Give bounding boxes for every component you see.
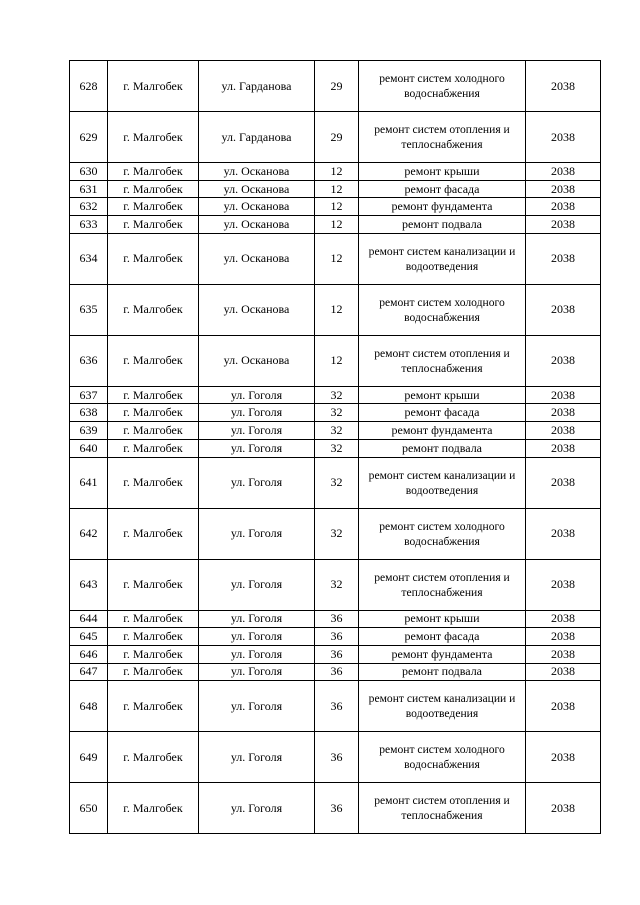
row-number-cell: 647 xyxy=(70,663,108,681)
year-cell: 2038 xyxy=(526,681,601,732)
street-cell: ул. Гоголя xyxy=(199,457,315,508)
work-type-cell: ремонт фасада xyxy=(359,404,526,422)
table-row xyxy=(70,559,601,610)
house-number-cell: 36 xyxy=(315,732,359,783)
table-row xyxy=(70,645,601,663)
year-cell: 2038 xyxy=(526,386,601,404)
street-cell: ул. Гоголя xyxy=(199,645,315,663)
city-cell: г. Малгобек xyxy=(108,284,199,335)
city-cell: г. Малгобек xyxy=(108,233,199,284)
row-number-cell: 642 xyxy=(70,508,108,559)
street-cell: ул. Гоголя xyxy=(199,404,315,422)
row-number-cell: 640 xyxy=(70,439,108,457)
street-cell: ул. Гоголя xyxy=(199,559,315,610)
row-number-cell: 632 xyxy=(70,198,108,216)
year-cell: 2038 xyxy=(526,335,601,386)
city-cell: г. Малгобек xyxy=(108,628,199,646)
city-cell: г. Малгобек xyxy=(108,732,199,783)
city-cell: г. Малгобек xyxy=(108,508,199,559)
work-type-cell: ремонт крыши xyxy=(359,610,526,628)
street-cell: ул. Гарданова xyxy=(199,61,315,112)
city-cell: г. Малгобек xyxy=(108,783,199,834)
house-number-cell: 36 xyxy=(315,681,359,732)
city-cell: г. Малгобек xyxy=(108,559,199,610)
table-row xyxy=(70,180,601,198)
city-cell: г. Малгобек xyxy=(108,681,199,732)
row-number-cell: 645 xyxy=(70,628,108,646)
street-cell: ул. Гоголя xyxy=(199,732,315,783)
row-number-cell: 639 xyxy=(70,422,108,440)
year-cell: 2038 xyxy=(526,628,601,646)
work-type-cell: ремонт фундамента xyxy=(359,422,526,440)
city-cell: г. Малгобек xyxy=(108,163,199,181)
row-number-cell: 648 xyxy=(70,681,108,732)
street-cell: ул. Осканова xyxy=(199,216,315,234)
house-number-cell: 36 xyxy=(315,610,359,628)
street-cell: ул. Гоголя xyxy=(199,386,315,404)
row-number-cell: 628 xyxy=(70,61,108,112)
year-cell: 2038 xyxy=(526,216,601,234)
row-number-cell: 644 xyxy=(70,610,108,628)
table-row xyxy=(70,439,601,457)
table-row xyxy=(70,335,601,386)
work-type-cell: ремонт систем холодного водоснабжения xyxy=(359,508,526,559)
row-number-cell: 630 xyxy=(70,163,108,181)
table-row xyxy=(70,163,601,181)
work-type-cell: ремонт систем холодного водоснабжения xyxy=(359,284,526,335)
street-cell: ул. Гоголя xyxy=(199,663,315,681)
year-cell: 2038 xyxy=(526,610,601,628)
work-type-cell: ремонт крыши xyxy=(359,386,526,404)
city-cell: г. Малгобек xyxy=(108,610,199,628)
table-row xyxy=(70,783,601,834)
street-cell: ул. Гоголя xyxy=(199,422,315,440)
house-number-cell: 12 xyxy=(315,180,359,198)
row-number-cell: 634 xyxy=(70,233,108,284)
row-number-cell: 629 xyxy=(70,112,108,163)
house-number-cell: 12 xyxy=(315,233,359,284)
street-cell: ул. Осканова xyxy=(199,284,315,335)
house-number-cell: 12 xyxy=(315,198,359,216)
table-row xyxy=(70,508,601,559)
work-type-cell: ремонт фасада xyxy=(359,180,526,198)
city-cell: г. Малгобек xyxy=(108,386,199,404)
work-type-cell: ремонт систем канализации и водоотведения xyxy=(359,457,526,508)
table-row xyxy=(70,457,601,508)
house-number-cell: 12 xyxy=(315,335,359,386)
city-cell: г. Малгобек xyxy=(108,335,199,386)
row-number-cell: 649 xyxy=(70,732,108,783)
house-number-cell: 36 xyxy=(315,783,359,834)
year-cell: 2038 xyxy=(526,732,601,783)
street-cell: ул. Осканова xyxy=(199,335,315,386)
city-cell: г. Малгобек xyxy=(108,457,199,508)
work-type-cell: ремонт систем отопления и теплоснабжения xyxy=(359,112,526,163)
year-cell: 2038 xyxy=(526,163,601,181)
street-cell: ул. Осканова xyxy=(199,180,315,198)
year-cell: 2038 xyxy=(526,198,601,216)
city-cell: г. Малгобек xyxy=(108,198,199,216)
table-body xyxy=(70,61,601,834)
city-cell: г. Малгобек xyxy=(108,422,199,440)
row-number-cell: 641 xyxy=(70,457,108,508)
house-number-cell: 36 xyxy=(315,645,359,663)
work-type-cell: ремонт систем холодного водоснабжения xyxy=(359,61,526,112)
street-cell: ул. Гоголя xyxy=(199,681,315,732)
row-number-cell: 636 xyxy=(70,335,108,386)
street-cell: ул. Гарданова xyxy=(199,112,315,163)
table-row xyxy=(70,610,601,628)
city-cell: г. Малгобек xyxy=(108,112,199,163)
document-page xyxy=(69,60,600,834)
city-cell: г. Малгобек xyxy=(108,439,199,457)
house-number-cell: 32 xyxy=(315,439,359,457)
year-cell: 2038 xyxy=(526,663,601,681)
city-cell: г. Малгобек xyxy=(108,61,199,112)
table-row xyxy=(70,198,601,216)
table-row xyxy=(70,216,601,234)
house-number-cell: 32 xyxy=(315,559,359,610)
year-cell: 2038 xyxy=(526,645,601,663)
table-row xyxy=(70,233,601,284)
house-number-cell: 32 xyxy=(315,404,359,422)
work-type-cell: ремонт фасада xyxy=(359,628,526,646)
row-number-cell: 637 xyxy=(70,386,108,404)
table-row xyxy=(70,112,601,163)
row-number-cell: 643 xyxy=(70,559,108,610)
year-cell: 2038 xyxy=(526,457,601,508)
row-number-cell: 635 xyxy=(70,284,108,335)
row-number-cell: 646 xyxy=(70,645,108,663)
table-row xyxy=(70,628,601,646)
house-number-cell: 36 xyxy=(315,663,359,681)
table-row xyxy=(70,663,601,681)
work-type-cell: ремонт систем отопления и теплоснабжения xyxy=(359,559,526,610)
work-type-cell: ремонт систем холодного водоснабжения xyxy=(359,732,526,783)
work-type-cell: ремонт крыши xyxy=(359,163,526,181)
street-cell: ул. Гоголя xyxy=(199,628,315,646)
table-row xyxy=(70,404,601,422)
table-row xyxy=(70,386,601,404)
house-number-cell: 29 xyxy=(315,61,359,112)
work-type-cell: ремонт систем канализации и водоотведения xyxy=(359,681,526,732)
table-row xyxy=(70,284,601,335)
year-cell: 2038 xyxy=(526,112,601,163)
house-number-cell: 29 xyxy=(315,112,359,163)
year-cell: 2038 xyxy=(526,508,601,559)
house-number-cell: 12 xyxy=(315,216,359,234)
street-cell: ул. Осканова xyxy=(199,198,315,216)
street-cell: ул. Гоголя xyxy=(199,439,315,457)
city-cell: г. Малгобек xyxy=(108,180,199,198)
street-cell: ул. Осканова xyxy=(199,163,315,181)
row-number-cell: 638 xyxy=(70,404,108,422)
work-type-cell: ремонт подвала xyxy=(359,216,526,234)
house-number-cell: 32 xyxy=(315,508,359,559)
year-cell: 2038 xyxy=(526,439,601,457)
city-cell: г. Малгобек xyxy=(108,663,199,681)
row-number-cell: 650 xyxy=(70,783,108,834)
year-cell: 2038 xyxy=(526,783,601,834)
house-number-cell: 12 xyxy=(315,284,359,335)
year-cell: 2038 xyxy=(526,404,601,422)
table-row xyxy=(70,732,601,783)
street-cell: ул. Осканова xyxy=(199,233,315,284)
house-number-cell: 32 xyxy=(315,386,359,404)
work-type-cell: ремонт систем отопления и теплоснабжения xyxy=(359,783,526,834)
street-cell: ул. Гоголя xyxy=(199,610,315,628)
work-type-cell: ремонт фундамента xyxy=(359,645,526,663)
table-row xyxy=(70,61,601,112)
year-cell: 2038 xyxy=(526,180,601,198)
table-row xyxy=(70,422,601,440)
year-cell: 2038 xyxy=(526,61,601,112)
house-number-cell: 32 xyxy=(315,457,359,508)
work-type-cell: ремонт систем канализации и водоотведения xyxy=(359,233,526,284)
city-cell: г. Малгобек xyxy=(108,216,199,234)
work-type-cell: ремонт систем отопления и теплоснабжения xyxy=(359,335,526,386)
row-number-cell: 631 xyxy=(70,180,108,198)
street-cell: ул. Гоголя xyxy=(199,508,315,559)
year-cell: 2038 xyxy=(526,233,601,284)
work-type-cell: ремонт фундамента xyxy=(359,198,526,216)
house-number-cell: 32 xyxy=(315,422,359,440)
table-row xyxy=(70,681,601,732)
city-cell: г. Малгобек xyxy=(108,404,199,422)
repair-schedule-table xyxy=(69,60,601,834)
house-number-cell: 12 xyxy=(315,163,359,181)
year-cell: 2038 xyxy=(526,559,601,610)
year-cell: 2038 xyxy=(526,422,601,440)
year-cell: 2038 xyxy=(526,284,601,335)
work-type-cell: ремонт подвала xyxy=(359,439,526,457)
work-type-cell: ремонт подвала xyxy=(359,663,526,681)
street-cell: ул. Гоголя xyxy=(199,783,315,834)
row-number-cell: 633 xyxy=(70,216,108,234)
city-cell: г. Малгобек xyxy=(108,645,199,663)
house-number-cell: 36 xyxy=(315,628,359,646)
